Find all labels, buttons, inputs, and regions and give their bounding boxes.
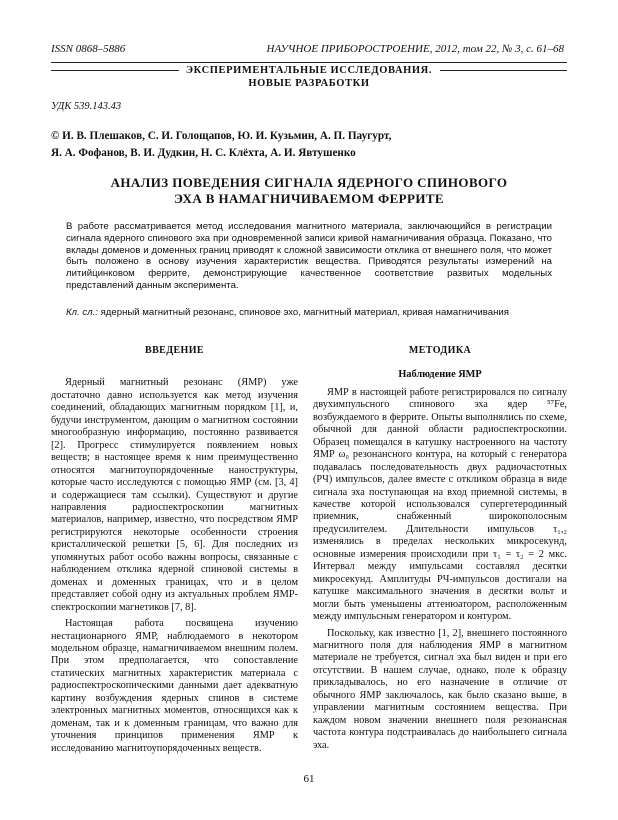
keywords-label: Кл. сл.: bbox=[66, 307, 98, 318]
authors-line-2: Я. А. Фофанов, В. И. Дудкин, Н. С. Клёхта, А. И. Явтушенко bbox=[51, 147, 356, 159]
methods-paragraph-2: Поскольку, как известно [1, 2], внешнего постоянного магнитного поля для наблюдения ЯМР в магнитном материале не требуется, сигнал эха был виден и при его отсутствии. В нашем случае, однако, поле к образцу прикладывалось, но его назначение в отличие от обычного ЯМР заключалось, как было сказано выше, в управлении магнитным состоянием вещества. При каждом новом значении внешнего поля резонансная частота контура подстраивалась до наибольшего сигнала эха. bbox=[313, 627, 567, 751]
intro-heading: ВВЕДЕНИЕ bbox=[145, 345, 204, 356]
rule-right bbox=[440, 70, 567, 71]
page-number: 61 bbox=[303, 773, 315, 785]
methods-subheading: Наблюдение ЯМР bbox=[398, 369, 482, 381]
rule-top bbox=[51, 62, 567, 63]
article-title bbox=[51, 175, 567, 207]
issn-header: ISSN 0868–5886 bbox=[51, 43, 126, 55]
title-line-2: ЭХА В НАМАГНИЧИВАЕМОМ ФЕРРИТЕ bbox=[174, 191, 444, 206]
section-line-1: ЭКСПЕРИМЕНТАЛЬНЫЕ ИССЛЕДОВАНИЯ. bbox=[185, 65, 433, 76]
right-column bbox=[313, 345, 567, 756]
methods-paragraph-1: ЯМР в настоящей работе регистрировался по сигналу двухимпульсного спинового эха ядер ⁵⁷Fe, возбуждаемого в феррите. Опыты выполнялись по схеме, обычной для данной области радиоспектроскопии. Образец помещался в катушку настроенного на частоту ЯМР ω₀ резонансного контура, на который с генератора подавалась последовательность двух радиочастотных (РЧ) импульсов, далее вместе с откликом образца в виде сигнала эха поступающая на вход приемной системы, в качестве которой использовался супергетеродинный приемник, снабженный широкополосным предусилителем. Длительности импульсов τ₁,₂ изменялись в пределах нескольких микросекунд, основные измерения происходили при τ₁ = τ₂ = 2 мкс. Интервал между импульсами составлял десятки микросекунд. Амплитуды РЧ-импульсов достигали на катушке максимального значения в десятки вольт и могли быть уменьшены аттенюатором, расположенным между импульсным генератором и контуром. bbox=[313, 386, 567, 623]
authors-line-1: © И. В. Плешаков, С. И. Голощапов, Ю. И. Кузьмин, А. П. Паугурт, bbox=[51, 130, 392, 142]
left-column bbox=[51, 345, 298, 759]
intro-paragraph-1: Ядерный магнитный резонанс (ЯМР) уже достаточно давно используется как метод изучения соединений, обладающих магнитным порядком [1], и, будучи инструментом, дающим о магнитном состоянии многообразную информацию, постоянно развивается [2]. Прогресс стимулируется появлением новых веществ; в настоящее время к ним преимущественно относятся магнитоупорядоченные наноструктуры, которые часто исследуются с помощью ЯМР (см. [3, 4] и содержащиеся там ссылки). Существуют и другие направления радиоспектроскопии магнитных материалов, например, известно, что посредством ЯМР регистрируются некоторые особенности строения кристаллической решетки [5, 6]. Для последних из упомянутых работ особо важны вопросы, связанные с наблюдением отклика ядерной спиновой системы в доменах и доменных границах, что и в целом представляет собой одну из актуальных проблем ЯМР-спектроскопии магнетиков [7, 8]. bbox=[51, 377, 298, 613]
intro-paragraph-2: Настоящая работа посвящена изучению нестационарного ЯМР, наблюдаемого в некотором модельном образце, намагничиваемом внешним полем. При этом предполагается, что сопоставление статических магнитных характеристик материала с радиоспектроскопическими данными дает адекватную картину возбуждения ядерных спинов в системе электронных магнитных моментов, относящихся как к доменам, так и к доменным границам, что важно для уточнения принципов применения ЯМР к исследованию магнитоупорядоченных веществ. bbox=[51, 618, 298, 754]
abstract: В работе рассматривается метод исследования магнитного материала, заключающийся в регистрации сигнала ядерного спинового эха при одновременной записи кривой намагничивания образца. Показано, что вклады доменов и доменных границ приводят к сложной зависимости отклика от внешнего поля, что может быть положено в основу изучения характеристик вещества. Приводятся результаты измерений на литийцинковом феррите, демонстрирующие качественное соответствие развитых модельных представлений данным эксперимента. bbox=[66, 221, 552, 291]
journal-header: НАУЧНОЕ ПРИБОРОСТРОЕНИЕ, 2012, том 22, № 3, с. 61–68 bbox=[266, 43, 564, 55]
rule-left bbox=[51, 70, 179, 71]
authors bbox=[51, 128, 567, 162]
keywords bbox=[66, 307, 552, 319]
section-line-2: НОВЫЕ РАЗРАБОТКИ bbox=[248, 78, 370, 89]
udk-code: УДК 539.143.43 bbox=[51, 101, 122, 112]
keywords-text: ядерный магнитный резонанс, спиновое эхо, магнитный материал, кривая намагничивания bbox=[100, 307, 509, 318]
methods-heading: МЕТОДИКА bbox=[408, 345, 472, 356]
section-heading bbox=[51, 64, 567, 90]
title-line-1: АНАЛИЗ ПОВЕДЕНИЯ СИГНАЛА ЯДЕРНОГО СПИНОВОГО bbox=[110, 175, 508, 190]
